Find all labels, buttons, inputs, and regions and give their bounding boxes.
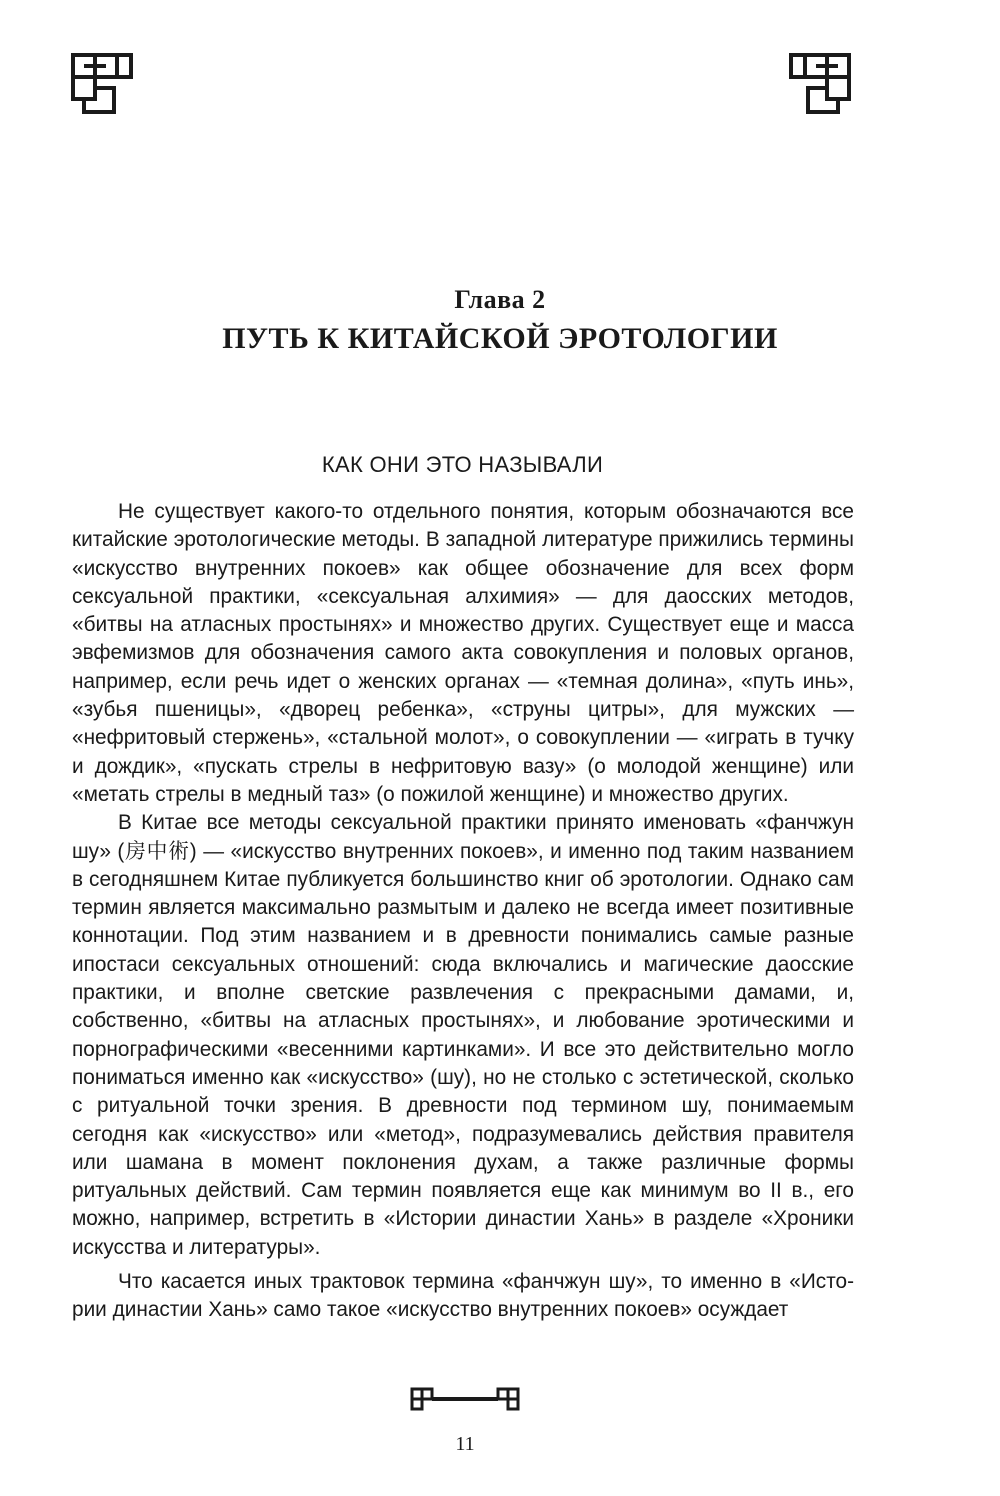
body-text [72, 498, 854, 1325]
page-number: 11 [455, 1433, 475, 1455]
chapter-title: ПУТЬ К КИТАЙСКОЙ ЭРОТОЛОГИИ [222, 322, 778, 355]
chapter-label: Глава 2 [454, 285, 546, 314]
corner-ornament-left-icon [70, 52, 134, 116]
footer-divider-ornament-icon [410, 1387, 520, 1411]
section-title: КАК ОНИ ЭТО НАЗЫВАЛИ [321, 452, 604, 477]
corner-ornament-right-icon [788, 52, 852, 116]
paragraph: Что касается иных трактовок термина «фанчжун шу», то именно в «Истории династии Хань» само такое «искусство внутренних покоев» осуждает [72, 1270, 854, 1322]
paragraph: Не существует какого-то отдельного понятия, которым обозначаются все китайские эротологические методы. В западной литературе прижились термины «искусство внутренних покоев» как общее обозначение для всех форм сексуальной практики, «сексуальная алхимия» — для даосских методов, «битвы на атласных простынях» и множество других. Существует еще и масса эвфемизмов для обозначения самого акта совокупления и половых органов, например, если речь идет о женских органах — «темная долина», «путь инь», «зубья пшеницы», «дворец ребенка», «струны цитры», для мужских — «нефритовый стержень», «стальной молот», о совокуплении — «играть в тучку и дождик», «пускать стрелы в нефритовую вазу» (о молодой женщине) или «метать стрелы в медный таз» (о пожилой женщине) и множество других. [72, 500, 854, 806]
paragraph: В Китае все методы сексуальной практики принято именовать «фанчжун шу» (房中術) — «искусство внутренних покоев», и именно под таким названием в сегодняшнем Китае публикуется большинство книг об эротологии. Однако сам термин является максимально размытым и далеко не всегда имеет позитивные коннотации. Под этим названием и в древности понимались самые разные ипостаси сексуальных отношений: сюда включались и магические даосские практики, и вполне светские развлечения с прекрасными дамами, и, собственно, «битвы на атласных простынях», и любование эротическими и порнографическими «весенними картинками». И все это действительно могло пониматься именно как «искусство» (шу), но не столько с эстетической, сколько с ритуальной точки зрения. В древности под термином шу, понимаемым сегодня как «искусство» или «метод», подразумевались действия правителя или шамана в момент поклонения духам, а также различные формы ритуальных действий. Сам термин появляется еще как минимум во II в., его можно, например, встретить в «Истории династии Хань» в разделе «Хроники искусства и литературы». [72, 811, 854, 1259]
